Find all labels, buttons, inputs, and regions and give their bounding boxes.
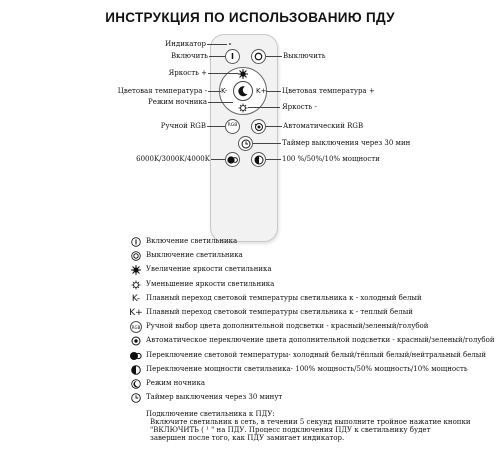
legend-item: RGB Ручной выбор цвета дополнительной подсветки - красный/зеленый/голубой <box>130 321 490 334</box>
label-manual-rgb: Ручной RGB <box>160 122 206 130</box>
leader-line <box>209 56 225 57</box>
legend-item: Включение светильника <box>130 236 490 249</box>
legend-item: K+ Плавный переход световой температуры светильника к - теплый белый <box>129 308 413 318</box>
page-title: ИНСТРУКЦИЯ ПО ИСПОЛЬЗОВАНИЮ ПДУ <box>105 10 395 25</box>
rgb-icon: RGB <box>130 321 142 333</box>
k-plus-icon: K+ <box>129 308 143 318</box>
label-timer: Таймер выключения через 30 мин <box>282 139 411 147</box>
leader-line <box>266 56 282 57</box>
indicator-light <box>229 43 231 45</box>
label-color-temp-minus: Цветовая температура - <box>117 87 207 95</box>
leader-line <box>207 44 227 45</box>
timer-icon <box>130 392 142 404</box>
leader-line <box>266 126 282 127</box>
label-brightness-up: Яркость + <box>168 69 207 77</box>
cct-switch-icon <box>130 350 142 362</box>
moon-icon <box>130 378 142 390</box>
legend-item: Уменьшение яркости светильника <box>130 279 490 292</box>
label-cct: 6000K/3000K/4000K <box>136 155 210 163</box>
color-temp-plus-button[interactable]: K+ <box>256 87 267 95</box>
color-temp-minus-button[interactable]: K- <box>221 87 228 95</box>
leader-line <box>253 143 281 144</box>
label-on: Включить <box>170 52 208 60</box>
legend-item: Выключение светильника <box>130 250 490 263</box>
leader-line <box>266 159 281 160</box>
auto-rgb-icon <box>130 335 142 347</box>
legend-item: Режим ночника <box>130 378 490 391</box>
note-line: завершен после того, как ПДУ замигает индикатор. <box>150 434 345 442</box>
legend-item: K- Плавный переход световой температуры светильника к - холодный белый <box>131 293 422 304</box>
leader-line <box>208 102 233 103</box>
off-button[interactable] <box>251 49 266 64</box>
legend-item: Переключение мощности светильника- 100% мощность/50% мощность/10% мощность <box>130 364 490 377</box>
note-line: "ВКЛЮЧИТЬ ( ¹ " на ПДУ. Процесс подключения ПДУ к светильнику будет <box>150 426 431 434</box>
label-off: Выключить <box>283 52 326 60</box>
label-night-mode: Режим ночника <box>147 98 207 106</box>
leader-line <box>208 91 221 92</box>
label-brightness-down: Яркость - <box>282 103 317 111</box>
label-indicator: Индикатор <box>165 40 206 48</box>
auto-rgb-icon <box>254 122 264 132</box>
power-off-icon <box>254 52 263 61</box>
sun-bright-icon <box>130 264 142 276</box>
leader-line <box>211 159 225 160</box>
brightness-up-button[interactable] <box>238 69 248 79</box>
night-mode-button[interactable] <box>233 81 253 101</box>
cct-switch-icon <box>227 155 238 165</box>
power-on-icon: I <box>231 51 234 61</box>
legend-item: Таймер выключения через 30 минут <box>130 392 490 405</box>
label-color-temp-plus: Цветовая температура + <box>282 87 375 95</box>
timer-button[interactable] <box>238 136 253 151</box>
leader-line <box>207 126 225 127</box>
on-button[interactable] <box>225 49 240 64</box>
leader-line <box>248 107 280 108</box>
moon-icon <box>237 85 249 97</box>
legend-item: Переключение световой температуры- холодный белый/тёплый белый/нейтральный белый <box>130 350 490 363</box>
power-on-icon <box>130 236 142 248</box>
auto-rgb-button[interactable] <box>251 119 266 134</box>
sun-dim-icon <box>130 279 142 291</box>
clock-icon <box>241 139 251 149</box>
note-heading: Подключение светильника к ПДУ: <box>146 410 275 418</box>
legend-item: Автоматическое переключение цвета дополнительной подсветки - красный/зеленый/голубой <box>130 335 490 348</box>
manual-rgb-button[interactable] <box>225 119 240 134</box>
label-auto-rgb: Автоматический RGB <box>283 122 364 130</box>
power-level-icon <box>130 364 142 376</box>
k-minus-icon: K- <box>131 293 141 304</box>
connection-note-continued <box>150 426 430 442</box>
brightness-down-button[interactable] <box>238 103 248 113</box>
label-power-levels: 100 %/50%/10% мощности <box>282 155 380 163</box>
connection-note <box>146 410 471 426</box>
rgb-icon: RGB <box>227 123 238 129</box>
leader-line <box>266 91 281 92</box>
power-level-button[interactable] <box>251 152 266 167</box>
power-level-icon <box>254 155 264 165</box>
note-line: Включите светильник в сеть, в течении 5 секунд выполните тройное нажатие кнопки <box>150 418 471 426</box>
cct-button[interactable] <box>225 152 240 167</box>
legend-item: Увеличение яркости светильника <box>130 264 490 277</box>
leader-line <box>208 73 238 74</box>
power-off-icon <box>130 250 142 262</box>
